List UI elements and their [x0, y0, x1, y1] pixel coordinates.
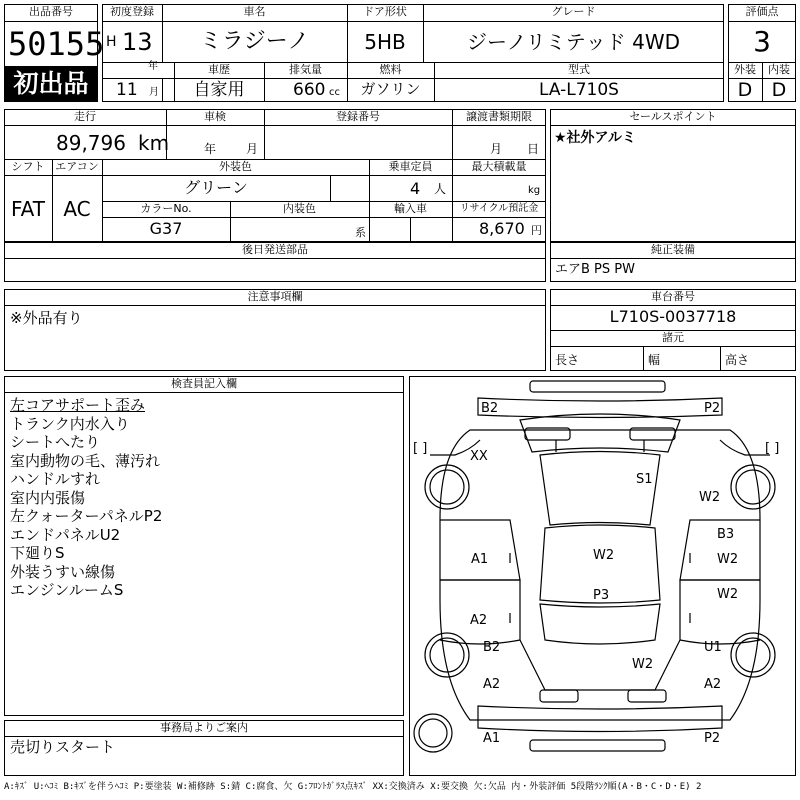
mileage: 89,796: [56, 131, 126, 155]
displacement-header: 排気量: [289, 63, 322, 76]
first-reg-header: 初度登録: [110, 5, 154, 18]
recycle-fee: 8,670: [479, 219, 525, 238]
max-load-header: 最大積載量: [471, 160, 527, 173]
reg-month-unit: 月: [149, 87, 159, 98]
door-type: 5HB: [364, 30, 406, 54]
interior-color-header: 内装色: [283, 202, 316, 215]
genuine-equipment: エアB PS PW: [555, 262, 635, 277]
mark-roof-rear: P3: [593, 588, 610, 603]
model-code: LA-L710S: [539, 80, 619, 100]
chassis-number: L710S-0037718: [609, 307, 737, 326]
notes: ※外品有り: [10, 309, 83, 327]
inspector-item: 左コアサポート歪み: [10, 396, 146, 414]
mark-door-left-front: A1: [471, 552, 489, 567]
mark-bumper-right: P2: [704, 731, 721, 746]
car-name: ミラジーノ: [199, 29, 310, 54]
transfer-month-unit: 月: [490, 142, 503, 156]
height-label: 高さ: [725, 353, 750, 367]
mileage-header: 走行: [74, 110, 96, 123]
sales-point-1: ★社外アルミ: [554, 130, 636, 146]
inspector-item: シートへたり: [10, 433, 101, 451]
reg-year: 13: [122, 28, 153, 56]
inspector-notes-header: 検査員記入欄: [171, 377, 237, 390]
shift-header: シフト: [11, 160, 45, 173]
exterior-grade-header: 外装: [734, 63, 756, 76]
interior-grade: D: [771, 79, 787, 101]
fuel-header: 燃料: [379, 63, 402, 76]
inspection-year-unit: 年: [204, 142, 217, 156]
mark-door-left-rear: A2: [470, 613, 488, 628]
color-no: G37: [149, 219, 183, 238]
inspector-item: 左クォーターパネルP2: [10, 507, 163, 525]
recycle-unit: 円: [531, 224, 542, 237]
exterior-color: グリーン: [184, 178, 248, 197]
inspection-header: 車検: [204, 110, 226, 123]
capacity: 4: [410, 179, 421, 198]
aircon: AC: [63, 197, 91, 221]
mark-rear-right: A2: [704, 677, 722, 692]
transfer-day-unit: 日: [527, 142, 540, 156]
mark-rear-right-top: U1: [704, 640, 722, 655]
max-load-unit: kg: [528, 185, 541, 196]
mark-trunk: W2: [632, 657, 654, 672]
color-no-header: カラーNo.: [140, 202, 192, 215]
model-code-header: 型式: [568, 63, 590, 76]
damage-legend: A:ｷｽﾞ U:ﾍｺﾐ B:ｷｽﾞを伴うﾍｺﾐ P:要塗装 W:補修跡 S:錆 C:腐食、欠 G:ﾌﾛﾝﾄｶﾞﾗｽ点ｷｽﾞ XX:交換済み X:要交換 欠:欠品 内・外装評価 5段階ﾗﾝｸ順(A・B・C・D・E) 2: [4, 782, 702, 792]
inspector-item: トランク内水入り: [10, 414, 130, 433]
notes-header: 注意事項欄: [247, 290, 303, 303]
inspector-item: ハンドルすれ: [10, 470, 101, 488]
reg-number-header: 登録番号: [336, 110, 380, 123]
displacement: 660: [293, 80, 326, 100]
interior-grade-header: 内装: [768, 63, 790, 76]
dimensions-header: 諸元: [662, 331, 684, 344]
mark-bracket-left: [ ]: [413, 441, 428, 456]
mark-front-right: P2: [704, 401, 721, 416]
capacity-unit: 人: [434, 182, 447, 196]
sales-points-box: [550, 109, 796, 242]
interior-color-unit: 系: [355, 226, 366, 239]
capacity-header: 乗車定員: [388, 160, 433, 173]
reg-year-unit: 年: [148, 61, 158, 72]
inspector-item: 室内動物の毛、薄汚れ: [10, 451, 161, 470]
import-header: 輸入車: [394, 202, 427, 215]
shift: FAT: [10, 197, 45, 221]
office-notice: 売切りスタート: [10, 738, 116, 756]
chassis-number-header: 車台番号: [651, 290, 695, 303]
era: H: [106, 34, 117, 50]
exterior-grade: D: [737, 79, 753, 101]
mark-rear-left: A2: [483, 677, 501, 692]
inspector-item: 外装うすい線傷: [10, 562, 116, 581]
inspector-item: エンドパネルU2: [10, 525, 121, 544]
width-label: 幅: [648, 353, 661, 367]
mark-bumper-left: A1: [483, 731, 501, 746]
length-label: 長さ: [555, 353, 580, 367]
mark-door-right-front-1: B3: [717, 527, 735, 542]
mark-rear-left-top: B2: [483, 640, 501, 655]
mark-bracket-right: [ ]: [765, 441, 780, 456]
mark-roof: S1: [636, 472, 653, 487]
mark-hood-left: XX: [470, 449, 488, 464]
lot-number-header: 出品番号: [29, 5, 73, 18]
first-listing-text: 初出品: [13, 69, 89, 98]
office-notice-header: 事務局よりご案内: [160, 721, 248, 734]
inspector-item: 下廻りS: [10, 544, 65, 562]
displacement-unit: cc: [329, 87, 340, 98]
exterior-color-header: 外装色: [219, 160, 252, 173]
car-name-header: 車名: [243, 5, 266, 18]
mark-door-right-front-2: W2: [717, 552, 739, 567]
rating-header: 評価点: [745, 5, 779, 18]
inspection-month-unit: 月: [246, 142, 259, 156]
lot-number: 50155: [8, 25, 105, 63]
inspector-item: エンジンルームS: [10, 581, 124, 599]
reg-month: 11: [116, 80, 138, 100]
recycle-header: リサイクル預託金: [459, 203, 539, 214]
mark-door-right-rear: W2: [717, 587, 739, 602]
mark-front-left: B2: [481, 401, 499, 416]
history: 自家用: [193, 80, 245, 100]
car-diagram-frame: [409, 376, 796, 776]
grade: ジーノリミテッド 4WD: [466, 30, 681, 54]
history-header: 車歴: [208, 63, 230, 76]
grade-header: グレード: [551, 5, 596, 18]
mileage-unit: km: [138, 131, 170, 155]
later-parts-header: 後日発送部品: [242, 243, 308, 256]
mark-center: W2: [593, 548, 615, 563]
transfer-deadline-header: 譲渡書類期限: [466, 110, 532, 123]
aircon-header: エアコン: [55, 160, 99, 173]
inspector-item: 室内内張傷: [10, 488, 86, 507]
fuel: ガソリン: [360, 80, 421, 98]
rating: 3: [753, 25, 771, 58]
sales-points-header: セールスポイント: [629, 110, 717, 123]
genuine-equipment-header: 純正装備: [651, 243, 695, 256]
mark-fender-right: W2: [699, 490, 721, 505]
inspector-notes-list: [10, 396, 162, 600]
door-type-header: ドア形状: [363, 5, 407, 18]
